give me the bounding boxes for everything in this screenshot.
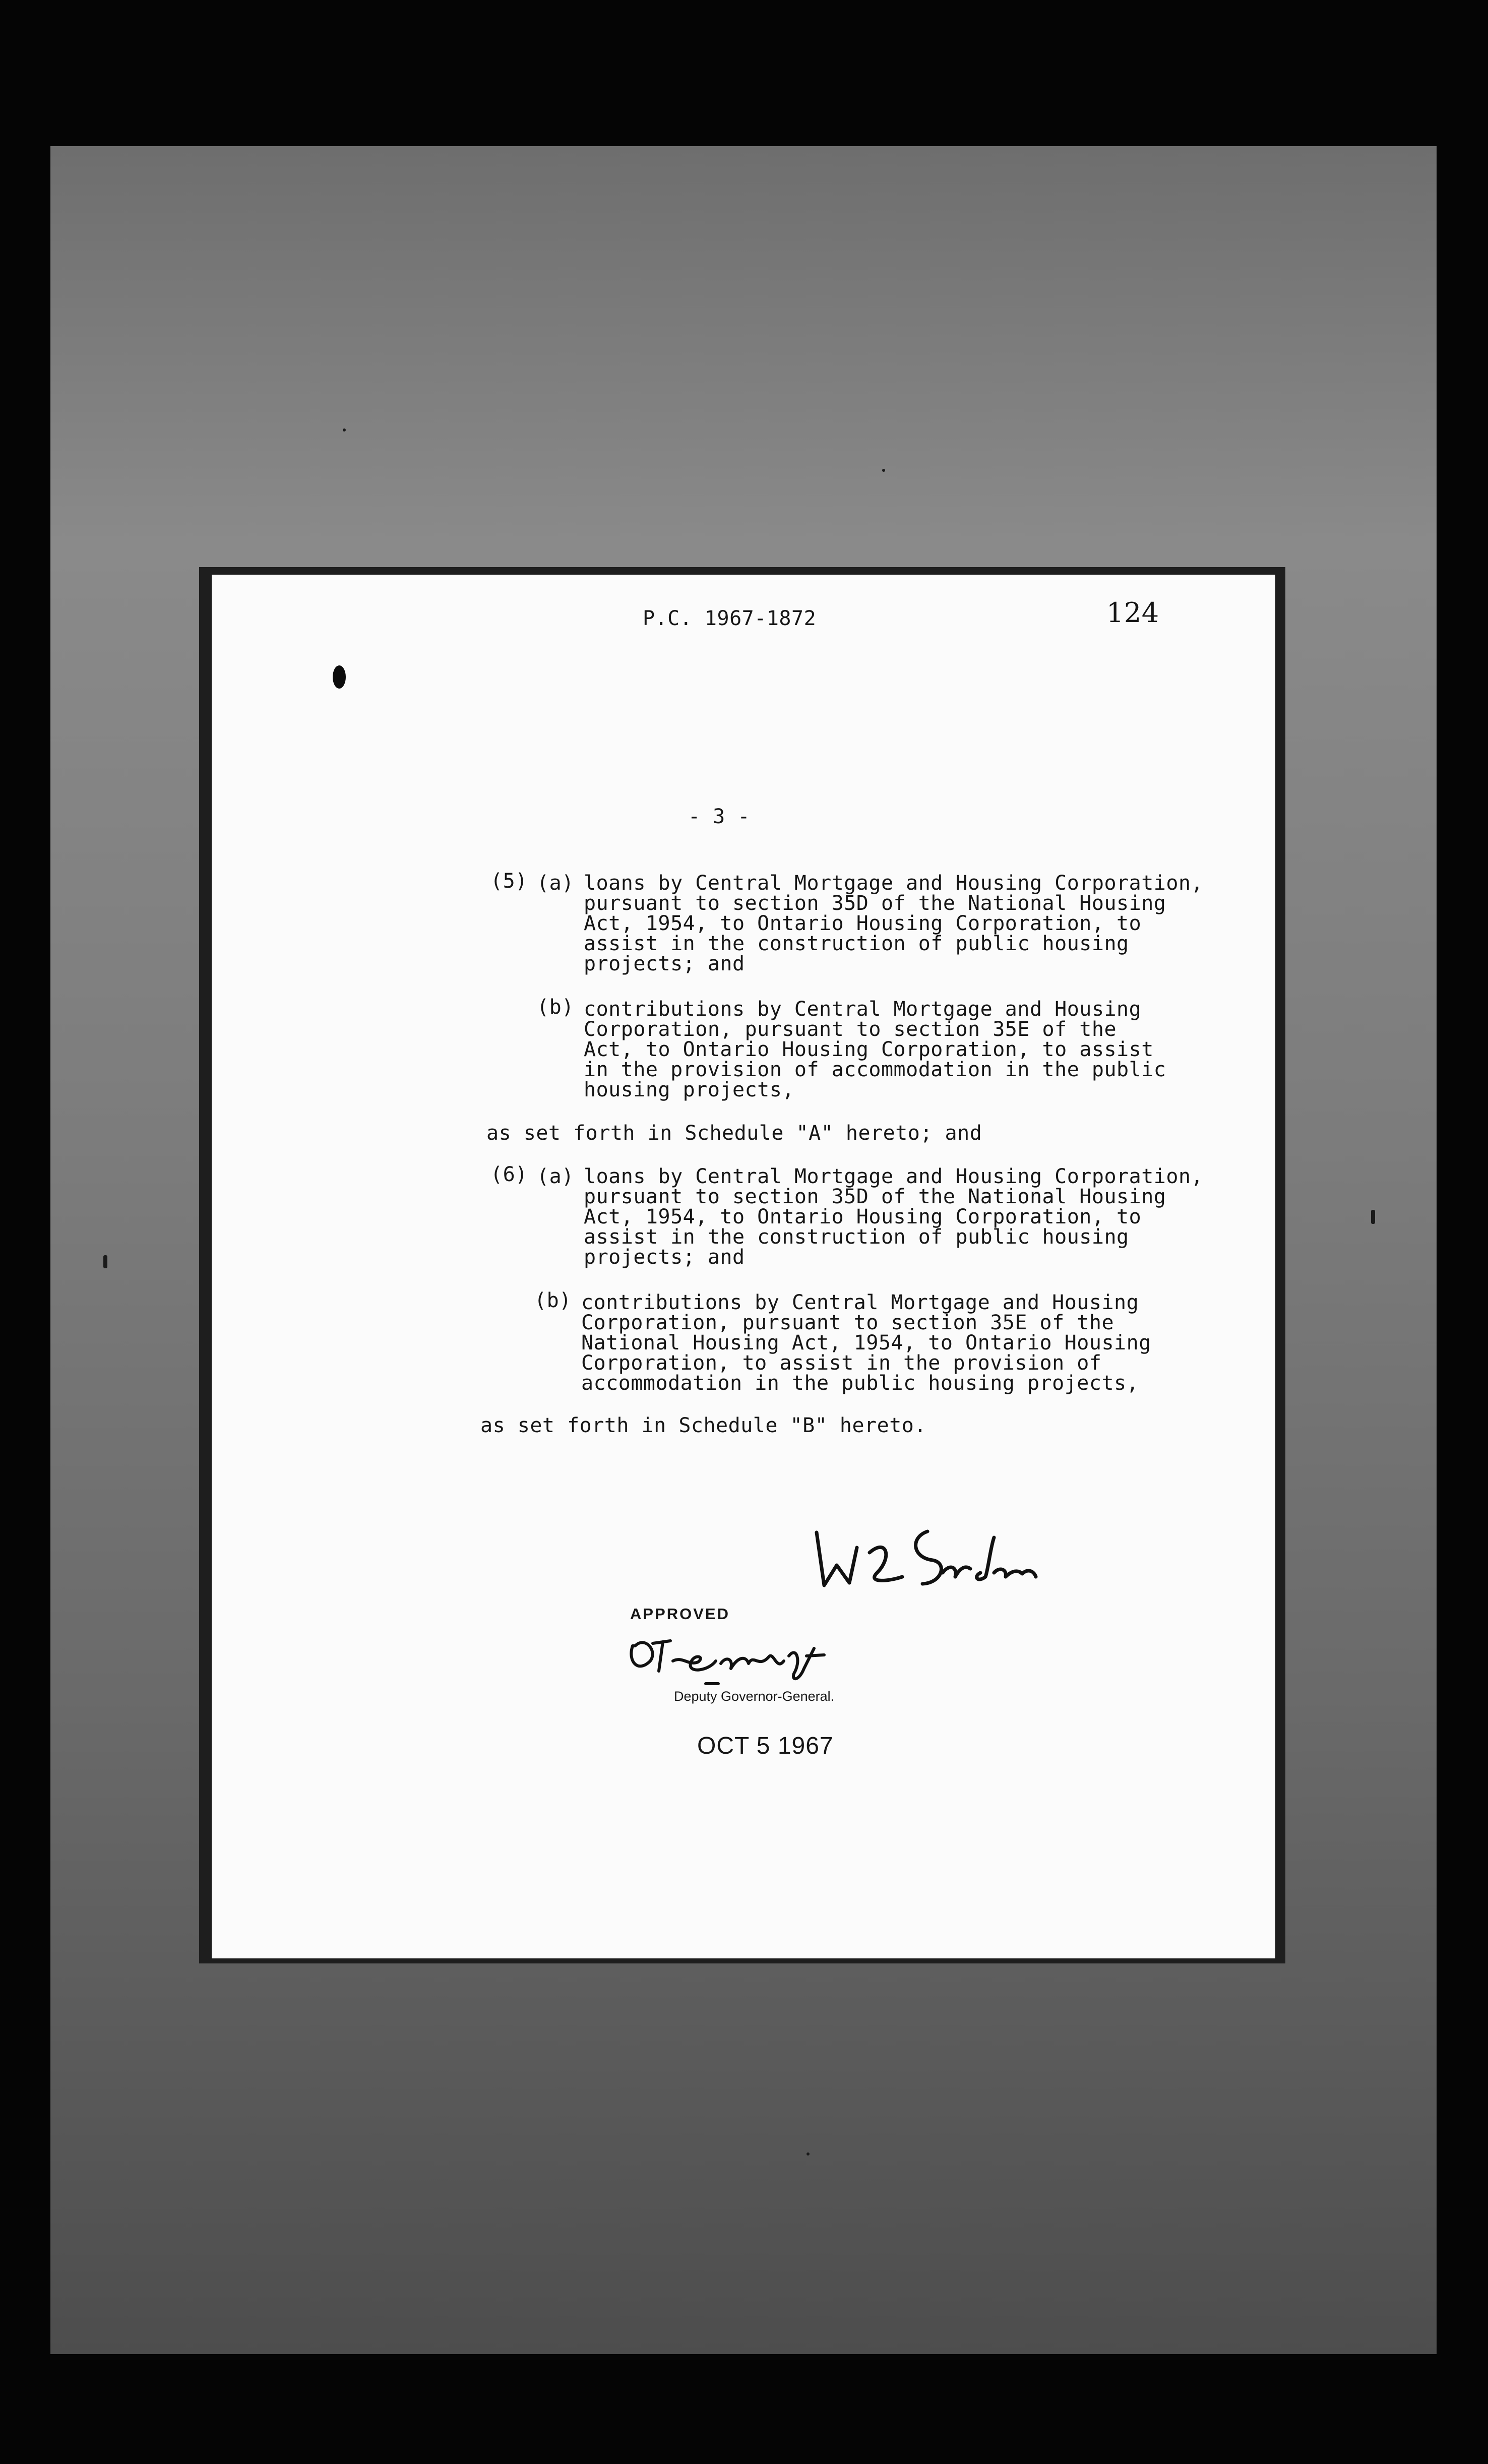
deputy-governor-title: Deputy Governor-General. [674,1689,835,1704]
approved-label: APPROVED [630,1605,730,1623]
clause-6-number: (6) [490,1163,528,1186]
clause-6a-line: loans by Central Mortgage and Housing Corporation, [584,1165,1204,1188]
clause-5a-line: assist in the construction of public housing [584,932,1129,955]
clause-5b-line: housing projects, [584,1078,794,1101]
minister-signature [807,1517,1048,1603]
clause-5a-line: Act, 1954, to Ontario Housing Corporation, to [584,912,1142,935]
clause-6-closing: as set forth in Schedule "B" hereto. [480,1414,926,1437]
clause-5-number: (5) [490,870,528,893]
clause-5a-line: projects; and [584,952,745,975]
page-number: - 3 - [688,805,750,828]
clause-6b-letter: (b) [534,1289,572,1312]
clause-6a-line: Act, 1954, to Ontario Housing Corporation, to [584,1205,1142,1228]
clause-5b-line: contributions by Central Mortgage and Housing [584,998,1142,1021]
clause-6a-line: assist in the construction of public housing [584,1225,1129,1249]
document-page [212,575,1275,1958]
clause-5b-line: Act, to Ontario Housing Corporation, to assist [584,1038,1154,1061]
clause-6a-letter: (a) [537,1165,574,1188]
folio-number: 124 [1106,597,1159,629]
clause-6b-line: accommodation in the public housing projects, [581,1372,1139,1395]
clause-6b-line: Corporation, pursuant to section 35E of the [581,1311,1114,1334]
clause-5b-line: in the provision of accommodation in the public [584,1058,1166,1081]
clause-5a-line: pursuant to section 35D of the National Housing [584,892,1166,915]
approval-date-stamp: OCT 5 1967 [697,1733,834,1759]
clause-6b-line: Corporation, to assist in the provision of [581,1351,1102,1375]
deputy-governor-signature [623,1626,844,1691]
clause-5a-line: loans by Central Mortgage and Housing Corporation, [584,872,1204,895]
punch-hole [333,665,346,689]
clause-6a-line: pursuant to section 35D of the National Housing [584,1185,1166,1208]
clause-6a-line: projects; and [584,1246,745,1269]
clause-6b-line: contributions by Central Mortgage and Housing [581,1291,1139,1314]
order-reference: P.C. 1967-1872 [643,607,817,630]
clause-5b-letter: (b) [537,996,574,1019]
clause-5a-letter: (a) [537,872,574,895]
clause-5-closing: as set forth in Schedule "A" hereto; and [486,1122,982,1145]
clause-5b-line: Corporation, pursuant to section 35E of the [584,1018,1117,1041]
clause-6b-line: National Housing Act, 1954, to Ontario Housing [581,1331,1151,1354]
